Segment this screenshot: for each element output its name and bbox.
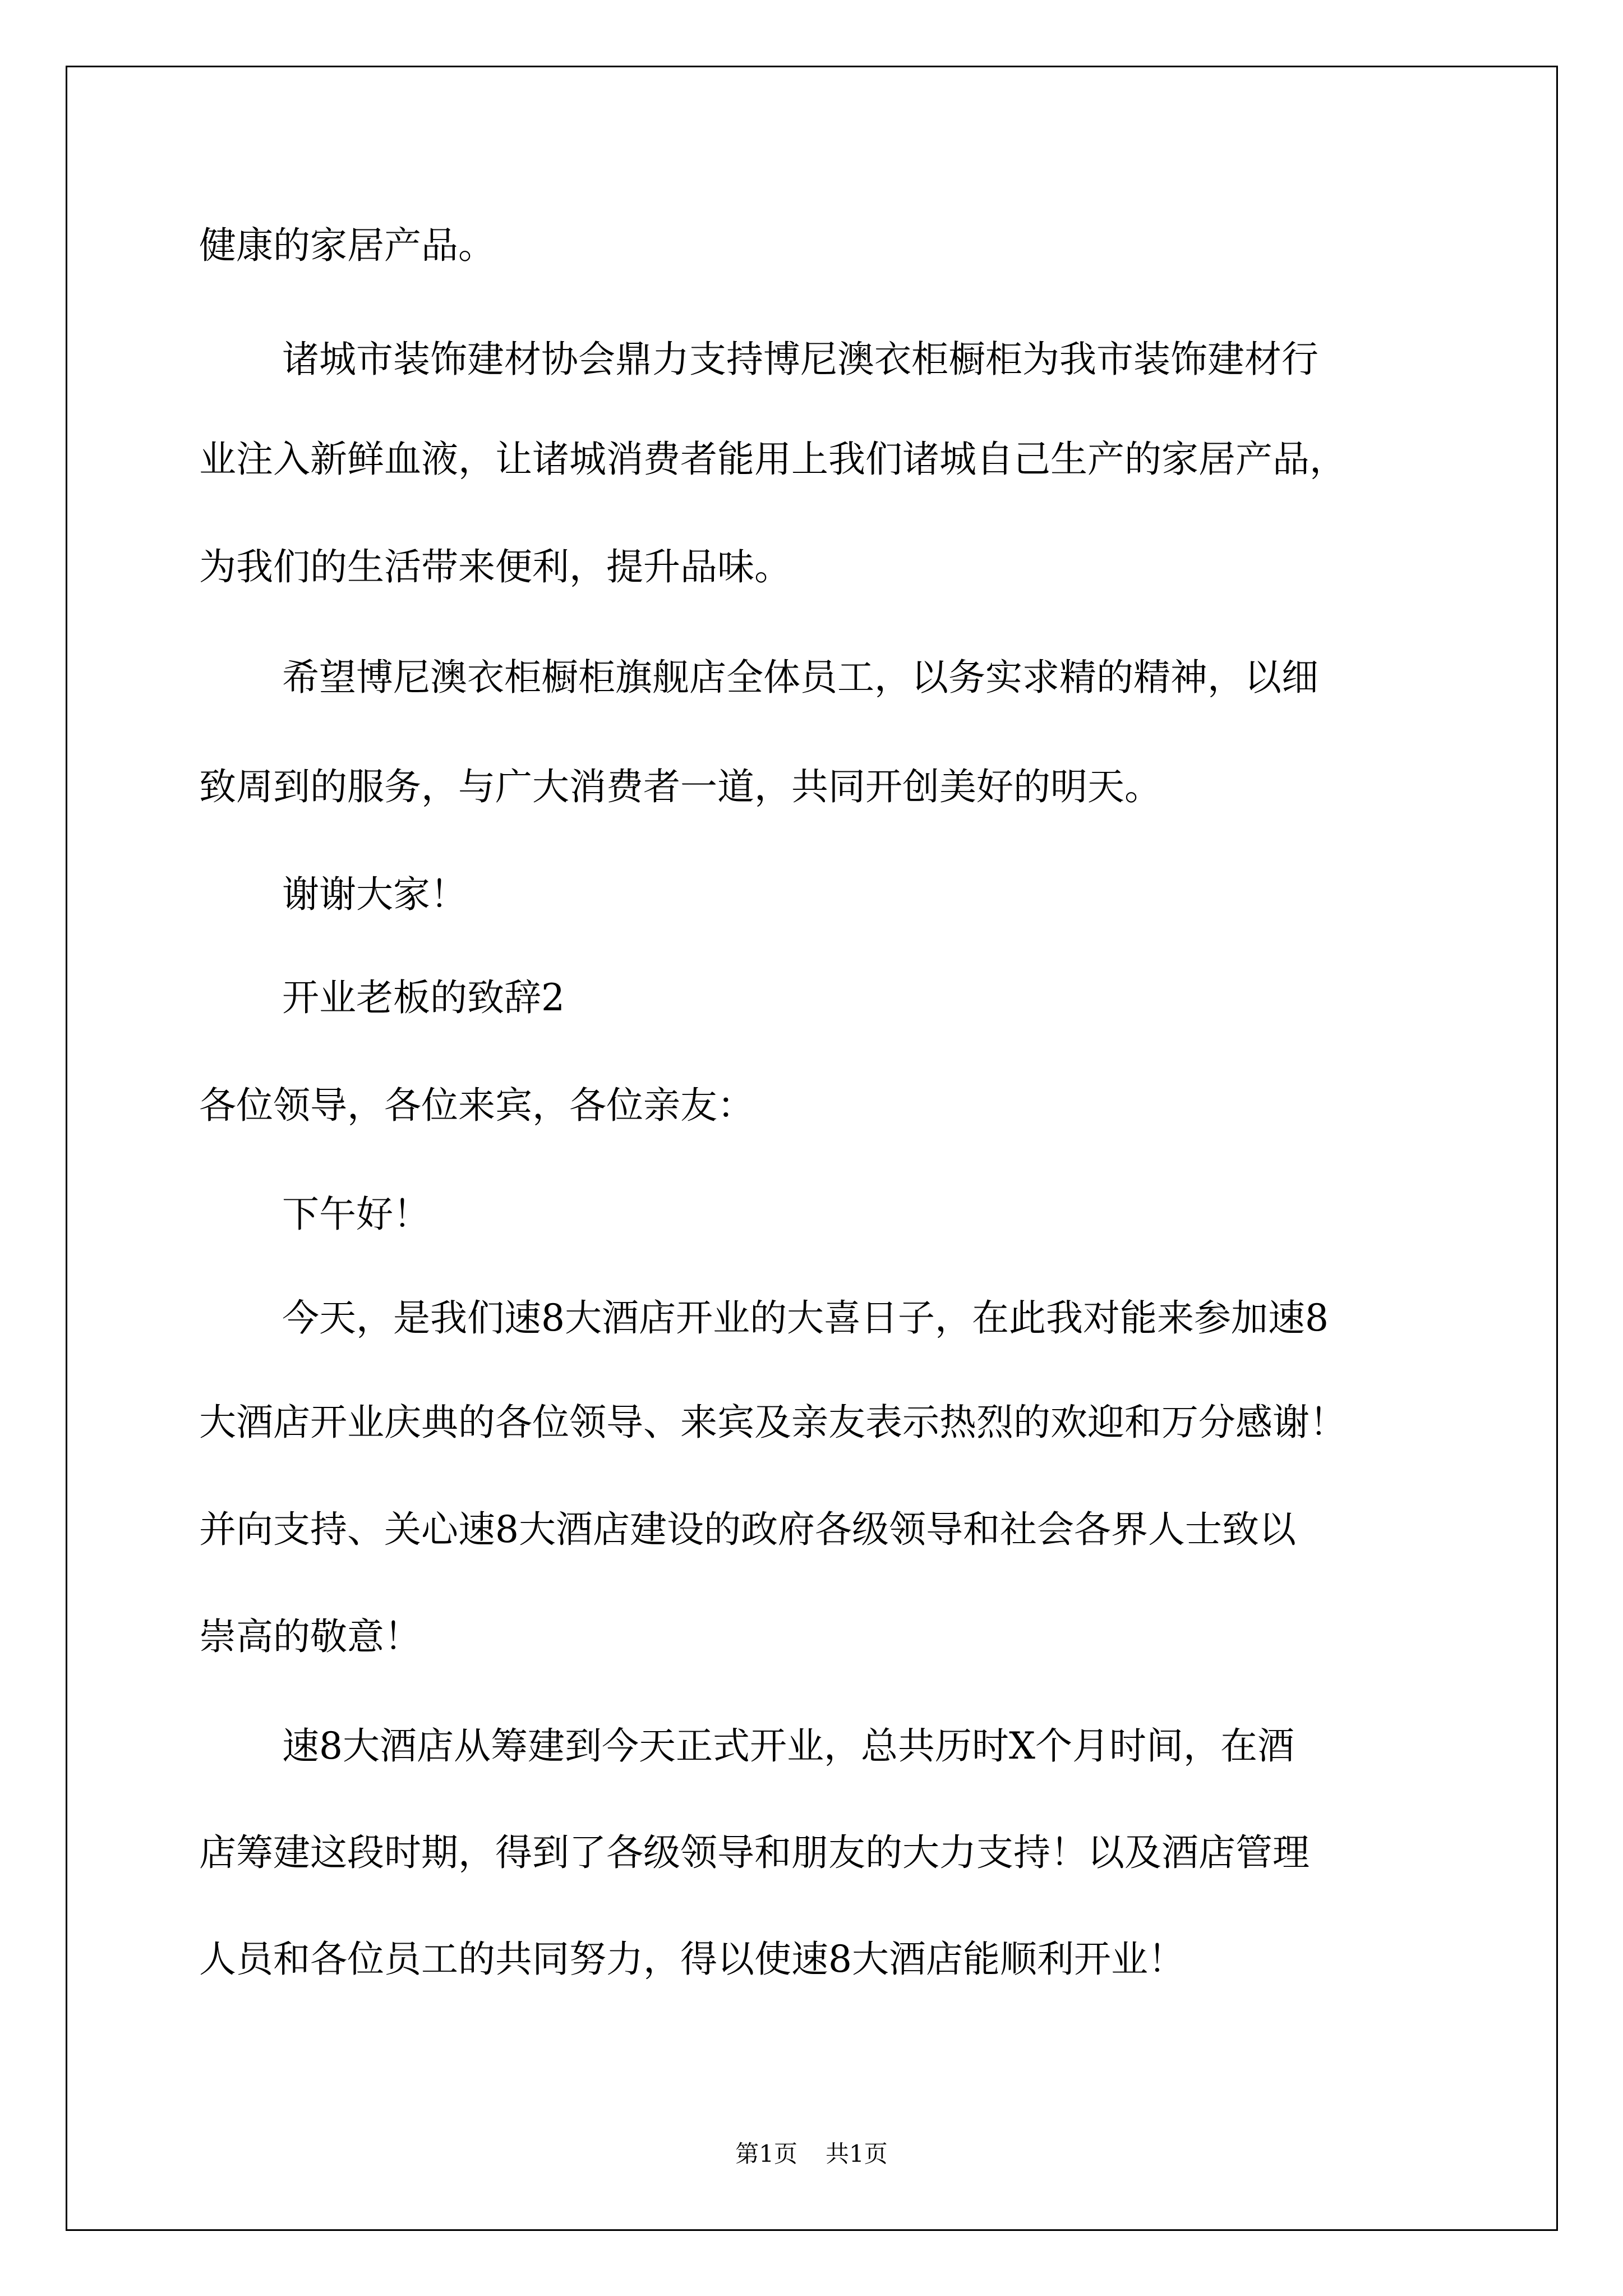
text-line-14: 崇高的敬意！ [199,1615,421,1658]
text-line-6: 致周到的服务，与广大消费者一道，共同开创美好的明天。 [199,765,1161,808]
text-line-16: 店筹建这段时期，得到了各级领导和朋友的大力支持！以及酒店管理 [199,1831,1310,1874]
text-line-9: 各位领导，各位来宾，各位亲友： [199,1084,754,1127]
text-line-1: 健康的家居产品。 [199,224,495,267]
text-line-10: 下午好！ [282,1193,430,1236]
text-line-13: 并向支持、关心速8大酒店建设的政府各级领导和社会各界人士致以 [199,1508,1296,1551]
page-number-current: 第1页 [735,2140,797,2168]
text-line-7: 谢谢大家！ [282,873,467,916]
page-footer [0,2142,1623,2166]
page-border [66,66,1558,2231]
text-line-4: 为我们的生活带来便利，提升品味。 [199,545,791,588]
text-line-11: 今天，是我们速8大酒店开业的大喜日子，在此我对能来参加速8 [282,1296,1329,1340]
text-line-8: 开业老板的致辞2 [282,976,565,1019]
text-line-5: 希望博尼澳衣柜橱柜旗舰店全体员工，以务实求精的精神，以细 [282,656,1318,699]
text-line-17: 人员和各位员工的共同努力，得以使速8大酒店能顺利开业！ [199,1938,1185,1981]
text-line-12: 大酒店开业庆典的各位领导、来宾及亲友表示热烈的欢迎和万分感谢！ [199,1401,1347,1444]
page-number-total: 共1页 [826,2140,888,2168]
text-line-3: 业注入新鲜血液，让诸城消费者能用上我们诸城自己生产的家居产品， [199,438,1347,481]
text-line-2: 诸城市装饰建材协会鼎力支持博尼澳衣柜橱柜为我市装饰建材行 [282,338,1318,381]
text-line-15: 速8大酒店从筹建到今天正式开业，总共历时X个月时间，在酒 [282,1724,1294,1768]
